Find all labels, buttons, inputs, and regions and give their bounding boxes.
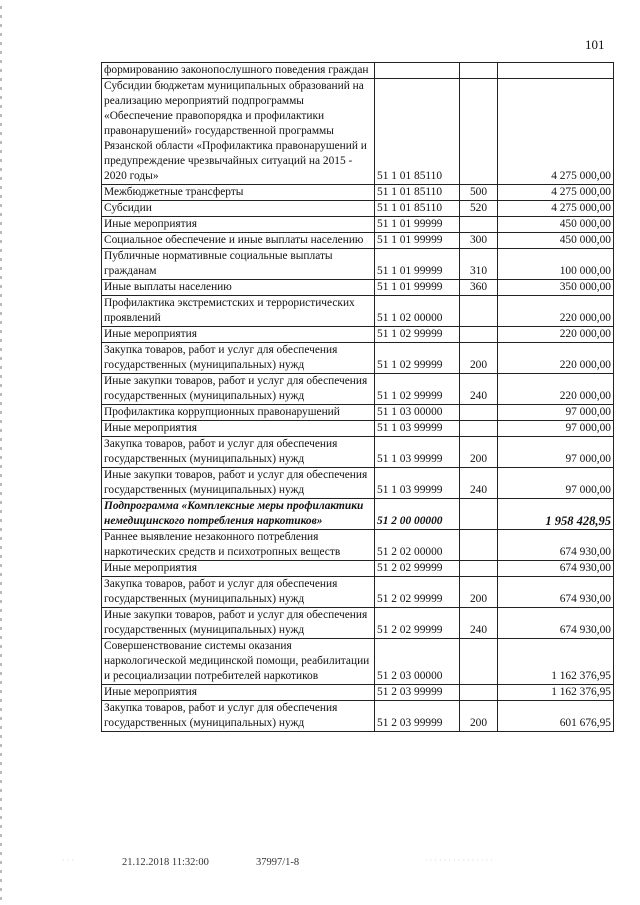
row-amount: 674 930,00	[498, 577, 614, 608]
table-row	[102, 530, 614, 561]
table-row	[102, 249, 614, 280]
row-name: Раннее выявление незаконного потребления наркотических средств и психотропных веществ	[102, 530, 375, 561]
row-name: Закупка товаров, работ и услуг для обеспечения государственных (муниципальных) нужд	[102, 577, 375, 608]
row-type	[460, 530, 498, 561]
row-name: Закупка товаров, работ и услуг для обеспечения государственных (муниципальных) нужд	[102, 701, 375, 732]
footer-timestamp: 21.12.2018 11:32:00	[122, 857, 209, 868]
row-name: формированию законопослушного поведения граждан	[102, 63, 375, 79]
row-name: Иные мероприятия	[102, 561, 375, 577]
row-amount: 220 000,00	[498, 296, 614, 327]
table-row	[102, 327, 614, 343]
scan-noise: · · ·	[62, 856, 74, 865]
row-amount: 350 000,00	[498, 280, 614, 296]
row-amount: 4 275 000,00	[498, 79, 614, 185]
row-name: Иные закупки товаров, работ и услуг для обеспечения государственных (муниципальных) нужд	[102, 374, 375, 405]
table-row	[102, 374, 614, 405]
row-name: Публичные нормативные социальные выплаты гражданам	[102, 249, 375, 280]
row-amount: 674 930,00	[498, 608, 614, 639]
row-type: 300	[460, 233, 498, 249]
row-amount: 100 000,00	[498, 249, 614, 280]
row-type	[460, 79, 498, 185]
table-row	[102, 468, 614, 499]
row-amount: 97 000,00	[498, 405, 614, 421]
row-code: 51 1 03 99999	[375, 468, 460, 499]
row-amount: 97 000,00	[498, 437, 614, 468]
row-amount: 220 000,00	[498, 343, 614, 374]
row-amount: 601 676,95	[498, 701, 614, 732]
table-row	[102, 421, 614, 437]
table-row	[102, 499, 614, 530]
scan-edge	[0, 0, 2, 905]
row-code: 51 1 03 99999	[375, 437, 460, 468]
row-type: 200	[460, 437, 498, 468]
table-row	[102, 701, 614, 732]
row-code: 51 2 02 99999	[375, 577, 460, 608]
table-row	[102, 79, 614, 185]
row-type	[460, 217, 498, 233]
row-type	[460, 561, 498, 577]
table-row	[102, 405, 614, 421]
row-type: 200	[460, 701, 498, 732]
row-amount: 220 000,00	[498, 327, 614, 343]
footer-doc-id: 37997/1-8	[256, 857, 300, 868]
table-row	[102, 639, 614, 685]
table-row	[102, 185, 614, 201]
row-type: 520	[460, 201, 498, 217]
row-code: 51 2 02 99999	[375, 608, 460, 639]
row-code: 51 2 03 99999	[375, 685, 460, 701]
row-name: Иные мероприятия	[102, 421, 375, 437]
row-amount: 97 000,00	[498, 468, 614, 499]
row-type	[460, 63, 498, 79]
row-code: 51 1 01 85110	[375, 201, 460, 217]
row-type	[460, 499, 498, 530]
row-amount: 4 275 000,00	[498, 201, 614, 217]
row-type: 240	[460, 608, 498, 639]
row-type: 310	[460, 249, 498, 280]
table-row	[102, 343, 614, 374]
table-row	[102, 233, 614, 249]
row-name: Закупка товаров, работ и услуг для обеспечения государственных (муниципальных) нужд	[102, 343, 375, 374]
row-name: Закупка товаров, работ и услуг для обеспечения государственных (муниципальных) нужд	[102, 437, 375, 468]
row-amount: 450 000,00	[498, 233, 614, 249]
row-code: 51 2 03 99999	[375, 701, 460, 732]
row-name: Подпрограмма «Комплексные меры профилактики немедицинского потребления наркотиков»	[102, 499, 375, 530]
table-row	[102, 280, 614, 296]
row-type	[460, 296, 498, 327]
row-name: Совершенствование системы оказания наркологической медицинской помощи, реабилитации и ресоциализации потребителей наркотиков	[102, 639, 375, 685]
row-type	[460, 405, 498, 421]
budget-table	[101, 62, 614, 732]
row-amount: 1 958 428,95	[498, 499, 614, 530]
table-row	[102, 577, 614, 608]
row-code: 51 2 00 00000	[375, 499, 460, 530]
row-type: 200	[460, 577, 498, 608]
row-type: 240	[460, 374, 498, 405]
row-code: 51 1 02 99999	[375, 374, 460, 405]
row-name: Иные мероприятия	[102, 217, 375, 233]
table-row	[102, 201, 614, 217]
row-amount: 674 930,00	[498, 561, 614, 577]
row-name: Иные закупки товаров, работ и услуг для обеспечения государственных (муниципальных) нужд	[102, 608, 375, 639]
row-amount: 97 000,00	[498, 421, 614, 437]
row-code: 51 1 03 00000	[375, 405, 460, 421]
row-code: 51 2 03 00000	[375, 639, 460, 685]
table-row	[102, 217, 614, 233]
row-name: Профилактика коррупционных правонарушений	[102, 405, 375, 421]
row-code: 51 1 01 99999	[375, 280, 460, 296]
row-amount: 450 000,00	[498, 217, 614, 233]
row-type	[460, 421, 498, 437]
row-name: Субсидии бюджетам муниципальных образований на реализацию мероприятий подпрограммы «Обеспечение правопорядка и профилактики правонарушений» государственной программы Рязанской области «Профилактика правонарушений и предупреждение чрезвычайных ситуаций на 2015 - 2020 годы»	[102, 79, 375, 185]
table-row	[102, 685, 614, 701]
row-type: 360	[460, 280, 498, 296]
row-name: Субсидии	[102, 201, 375, 217]
row-code: 51 1 02 00000	[375, 296, 460, 327]
budget-table-body	[102, 63, 614, 732]
row-type: 200	[460, 343, 498, 374]
table-row	[102, 608, 614, 639]
row-name: Иные мероприятия	[102, 685, 375, 701]
row-amount: 220 000,00	[498, 374, 614, 405]
row-code: 51 1 01 85110	[375, 79, 460, 185]
row-type: 240	[460, 468, 498, 499]
row-code: 51 1 02 99999	[375, 343, 460, 374]
page-number: 101	[585, 37, 605, 52]
row-code: 51 1 01 99999	[375, 233, 460, 249]
row-code: 51 1 01 85110	[375, 185, 460, 201]
row-amount	[498, 63, 614, 79]
table-row	[102, 561, 614, 577]
table-row	[102, 437, 614, 468]
row-name: Иные мероприятия	[102, 327, 375, 343]
row-amount: 4 275 000,00	[498, 185, 614, 201]
row-type: 500	[460, 185, 498, 201]
row-name: Профилактика экстремистских и террористических проявлений	[102, 296, 375, 327]
row-name: Иные выплаты населению	[102, 280, 375, 296]
row-code: 51 1 01 99999	[375, 217, 460, 233]
scan-noise: · · · · · · · · · · · · · · ·	[425, 856, 493, 865]
row-type	[460, 327, 498, 343]
row-code	[375, 63, 460, 79]
row-name: Социальное обеспечение и иные выплаты населению	[102, 233, 375, 249]
row-code: 51 2 02 00000	[375, 530, 460, 561]
row-type	[460, 685, 498, 701]
row-code: 51 1 02 99999	[375, 327, 460, 343]
row-code: 51 1 03 99999	[375, 421, 460, 437]
row-amount: 674 930,00	[498, 530, 614, 561]
row-amount: 1 162 376,95	[498, 639, 614, 685]
row-name: Межбюджетные трансферты	[102, 185, 375, 201]
table-row	[102, 296, 614, 327]
row-amount: 1 162 376,95	[498, 685, 614, 701]
row-name: Иные закупки товаров, работ и услуг для обеспечения государственных (муниципальных) нужд	[102, 468, 375, 499]
row-code: 51 1 01 99999	[375, 249, 460, 280]
row-type	[460, 639, 498, 685]
table-row	[102, 63, 614, 79]
row-code: 51 2 02 99999	[375, 561, 460, 577]
